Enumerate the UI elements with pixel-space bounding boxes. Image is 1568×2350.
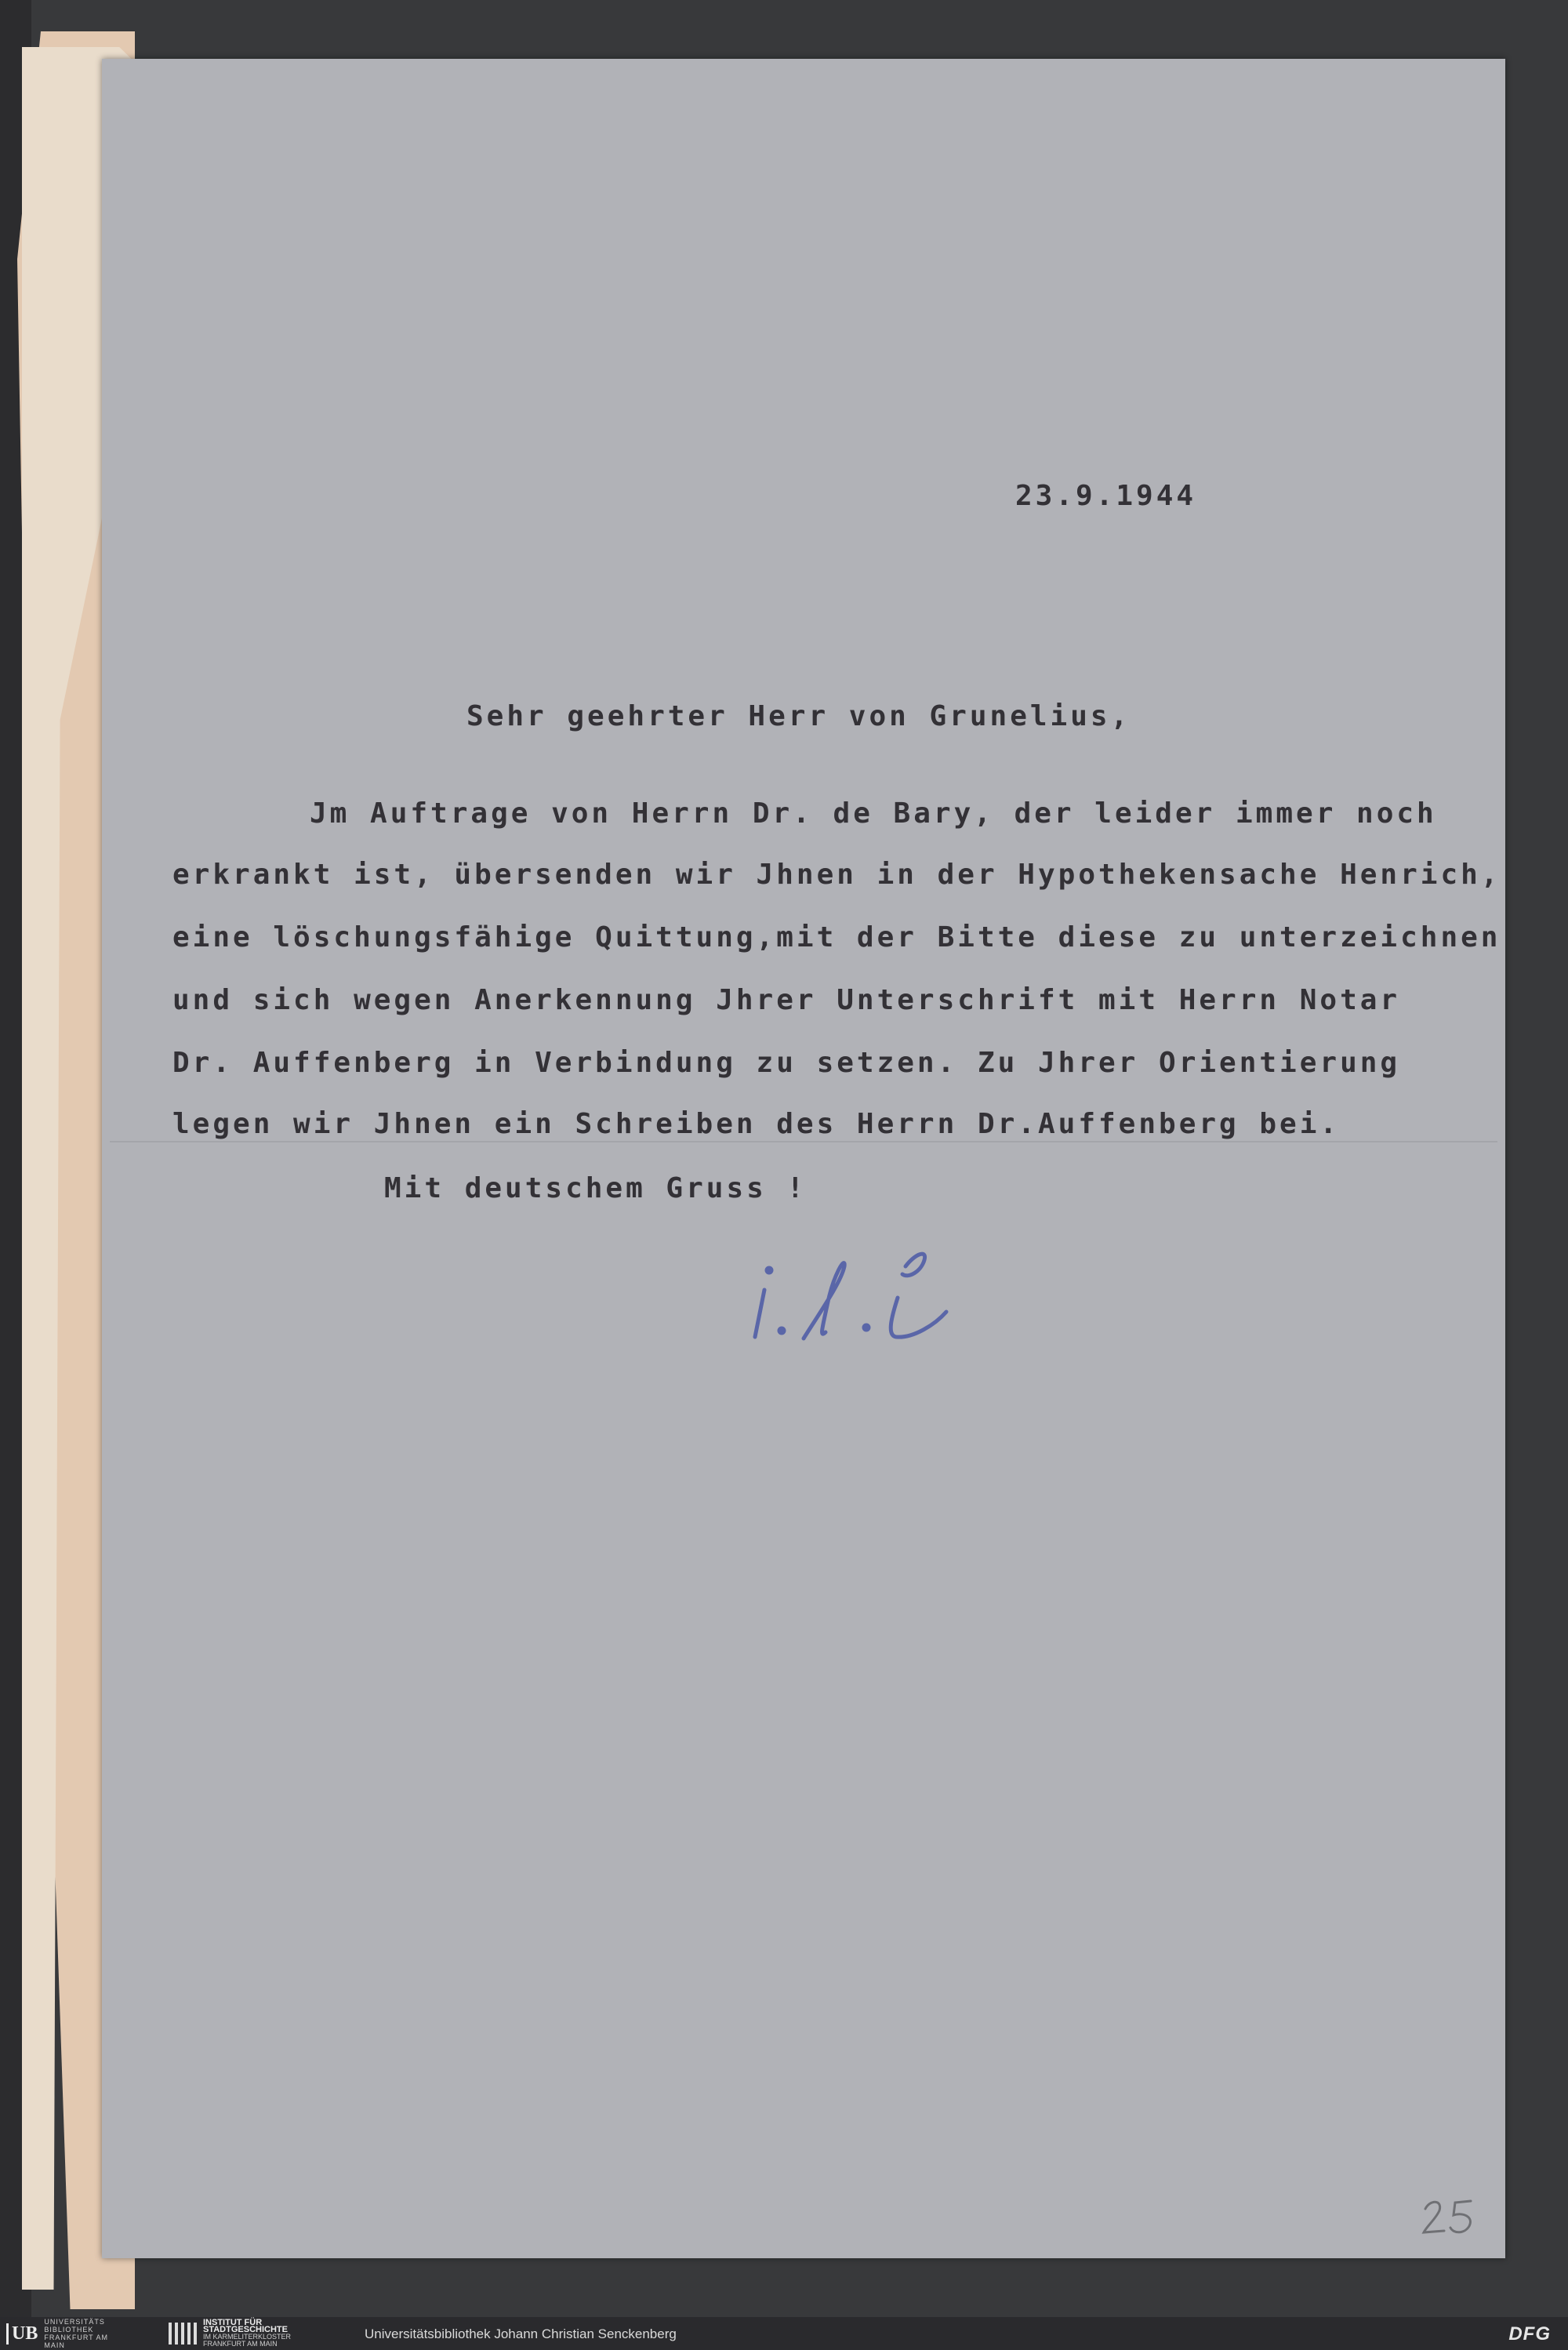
ub-logo-mark: UB (6, 2323, 41, 2345)
ub-logo-text: UNIVERSITÄTS BIBLIOTHEK FRANKFURT AM MAIN (44, 2318, 109, 2349)
handwritten-signature (741, 1243, 968, 1345)
institute-logo-title: INSTITUT FÜR STADTGESCHICHTE (203, 2318, 288, 2334)
institute-logo-text (203, 2319, 328, 2348)
page-number-pencil (1419, 2192, 1482, 2239)
body-line-5: Dr. Auffenberg in Verbindung zu setzen. Zu Jhrer Orientierung (172, 1047, 1401, 1079)
institute-logo (169, 2318, 328, 2348)
body-line-1: Jm Auftrage von Herrn Dr. de Bary, der leider immer noch (310, 797, 1437, 830)
footer-bar (0, 2317, 1568, 2350)
ub-logo (6, 2318, 130, 2349)
body-line-2: erkrankt ist, übersenden wir Jhnen in der Hypothekensache Henrich, (172, 859, 1501, 891)
library-credit: Universitätsbibliothek Johann Christian Senckenberg (365, 2326, 677, 2341)
body-line-4: und sich wegen Anerkennung Jhrer Unterschrift mit Herrn Notar (172, 984, 1401, 1016)
body-line-6: legen wir Jhnen ein Schreiben des Herrn Dr.Auffenberg bei. (172, 1108, 1341, 1140)
letter-date: 23.9.1944 (1015, 480, 1197, 512)
paper-fold-line (110, 1141, 1497, 1142)
body-line-3: eine löschungsfähige Quittung,mit der Bitte diese zu unterzeichnen (172, 921, 1501, 953)
letter-salutation: Sehr geehrter Herr von Grunelius, (466, 700, 1131, 732)
institute-logo-subtitle: IM KARMELITERKLOSTER FRANKFURT AM MAIN (203, 2333, 292, 2348)
letter-sheet (102, 59, 1505, 2258)
dfg-logo: DFG (1508, 2323, 1551, 2345)
institute-logo-mark (169, 2323, 198, 2345)
letter-closing: Mit deutschem Gruss ! (384, 1172, 808, 1204)
